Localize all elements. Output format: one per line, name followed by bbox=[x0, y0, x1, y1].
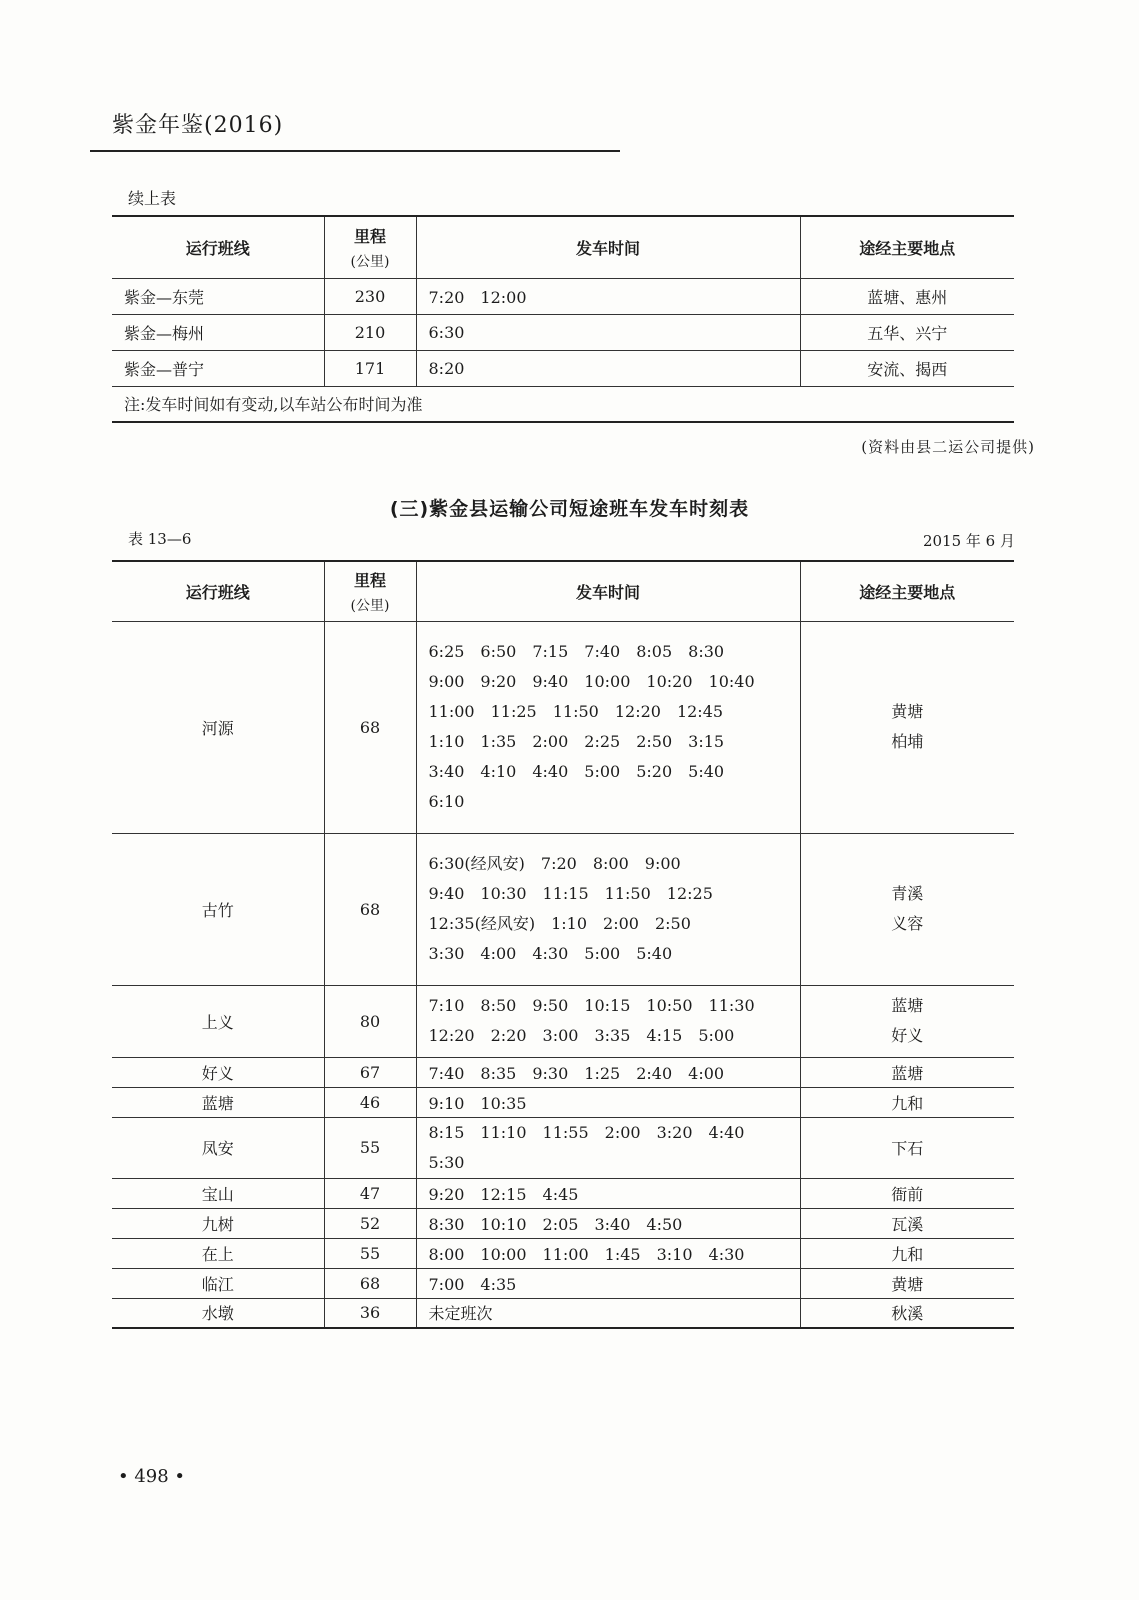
times-cell bbox=[416, 1057, 800, 1087]
via-place: 柏埔 bbox=[891, 732, 924, 751]
times-cell: 7:20 12:00 bbox=[416, 278, 800, 314]
time-line: 7:00 4:35 bbox=[428, 1274, 517, 1294]
time-line: 9:40 10:30 11:15 11:50 12:25 bbox=[428, 884, 713, 903]
table-date: 2015 年 6 月 bbox=[922, 532, 1015, 550]
via-cell bbox=[800, 1087, 1014, 1117]
times-cell bbox=[416, 621, 800, 833]
route-cell: 好义 bbox=[112, 1057, 324, 1087]
via-cell bbox=[800, 1238, 1014, 1268]
via-place: 九和 bbox=[891, 1244, 924, 1264]
times-cell bbox=[416, 833, 800, 985]
time-line: 12:35(经风安) 1:10 2:00 2:50 bbox=[428, 914, 691, 933]
times-cell bbox=[416, 1298, 800, 1328]
times-cell bbox=[416, 1117, 800, 1178]
header-departure: 发车时间 bbox=[416, 216, 800, 278]
time-line: 11:00 11:25 11:50 12:20 12:45 bbox=[428, 702, 724, 721]
via-place: 蓝塘 bbox=[891, 1063, 924, 1083]
table-row bbox=[112, 1238, 1014, 1268]
table-row bbox=[112, 278, 1014, 314]
times-cell: 6:30 bbox=[416, 314, 800, 350]
header-route: 运行班线 bbox=[112, 216, 324, 278]
times-cell bbox=[416, 1268, 800, 1298]
via-cell bbox=[800, 1178, 1014, 1208]
distance-cell: 46 bbox=[324, 1087, 416, 1117]
table-row bbox=[112, 1268, 1014, 1298]
route-cell: 河源 bbox=[112, 621, 324, 833]
header-departure: 发车时间 bbox=[416, 561, 800, 621]
time-line: 未定班次 bbox=[428, 1304, 493, 1324]
table-row bbox=[112, 350, 1014, 386]
table-continued bbox=[112, 215, 1014, 423]
time-line: 9:00 9:20 9:40 10:00 10:20 10:40 bbox=[428, 672, 755, 691]
table-row bbox=[112, 314, 1014, 350]
via-cell bbox=[800, 1117, 1014, 1178]
distance-cell: 36 bbox=[324, 1298, 416, 1328]
distance-cell: 68 bbox=[324, 833, 416, 985]
time-line: 6:25 6:50 7:15 7:40 8:05 8:30 bbox=[428, 642, 725, 661]
route-cell: 紫金—梅州 bbox=[112, 314, 324, 350]
time-line: 7:10 8:50 9:50 10:15 10:50 11:30 bbox=[428, 996, 755, 1015]
distance-cell: 230 bbox=[324, 278, 416, 314]
times-cell bbox=[416, 1178, 800, 1208]
time-line: 9:20 12:15 4:45 bbox=[428, 1184, 579, 1204]
via-place: 青溪 bbox=[891, 884, 924, 903]
route-cell: 凤安 bbox=[112, 1117, 324, 1178]
route-cell: 宝山 bbox=[112, 1178, 324, 1208]
header-distance-unit: (公里) bbox=[350, 597, 390, 614]
via-place: 黄塘 bbox=[891, 1274, 924, 1294]
via-place: 瓦溪 bbox=[891, 1214, 924, 1234]
distance-cell: 68 bbox=[324, 621, 416, 833]
via-place: 衙前 bbox=[891, 1184, 924, 1204]
distance-cell: 68 bbox=[324, 1268, 416, 1298]
via-place: 蓝塘 bbox=[891, 996, 924, 1015]
table-row bbox=[112, 985, 1014, 1057]
continued-label: 续上表 bbox=[128, 189, 177, 208]
header-via: 途经主要地点 bbox=[800, 216, 1014, 278]
distance-cell: 52 bbox=[324, 1208, 416, 1238]
via-cell bbox=[800, 1057, 1014, 1087]
via-place: 黄塘 bbox=[891, 702, 924, 721]
distance-cell: 210 bbox=[324, 314, 416, 350]
distance-cell: 55 bbox=[324, 1117, 416, 1178]
via-place: 秋溪 bbox=[891, 1304, 924, 1324]
table-row bbox=[112, 1178, 1014, 1208]
via-place: 下石 bbox=[891, 1139, 924, 1158]
header-distance-label: 里程 bbox=[353, 226, 386, 246]
header-distance bbox=[324, 561, 416, 621]
time-line: 6:10 bbox=[428, 792, 465, 811]
via-cell bbox=[800, 985, 1014, 1057]
table-row bbox=[112, 1087, 1014, 1117]
table-row bbox=[112, 1298, 1014, 1328]
distance-cell: 80 bbox=[324, 985, 416, 1057]
schedule-table bbox=[112, 560, 1014, 1329]
table-note: 注:发车时间如有变动,以车站公布时间为准 bbox=[112, 386, 1014, 422]
running-header: 紫金年鉴(2016) bbox=[112, 113, 284, 138]
time-line: 12:20 2:20 3:00 3:35 4:15 5:00 bbox=[428, 1026, 735, 1045]
time-line: 8:00 10:00 11:00 1:45 3:10 4:30 bbox=[428, 1244, 745, 1264]
times-cell bbox=[416, 1208, 800, 1238]
route-cell: 蓝塘 bbox=[112, 1087, 324, 1117]
via-cell bbox=[800, 1208, 1014, 1238]
distance-cell: 55 bbox=[324, 1238, 416, 1268]
time-line: 8:15 11:10 11:55 2:00 3:20 4:40 bbox=[428, 1122, 745, 1142]
route-cell: 水墩 bbox=[112, 1298, 324, 1328]
header-via: 途经主要地点 bbox=[800, 561, 1014, 621]
times-cell bbox=[416, 985, 800, 1057]
distance-cell: 171 bbox=[324, 350, 416, 386]
source-note: (资料由县二运公司提供) bbox=[861, 438, 1035, 456]
via-cell: 安流、揭西 bbox=[800, 350, 1014, 386]
route-cell: 紫金—普宁 bbox=[112, 350, 324, 386]
distance-cell: 67 bbox=[324, 1057, 416, 1087]
table-row bbox=[112, 1057, 1014, 1087]
header-route: 运行班线 bbox=[112, 561, 324, 621]
header-rule bbox=[90, 150, 620, 152]
time-line: 9:10 10:35 bbox=[428, 1093, 527, 1113]
page-number: • 498 • bbox=[118, 1466, 186, 1487]
via-cell bbox=[800, 833, 1014, 985]
route-cell: 紫金—东莞 bbox=[112, 278, 324, 314]
time-line: 3:40 4:10 4:40 5:00 5:20 5:40 bbox=[428, 762, 725, 781]
route-cell: 临江 bbox=[112, 1268, 324, 1298]
header-distance-label: 里程 bbox=[353, 570, 386, 590]
route-cell: 古竹 bbox=[112, 833, 324, 985]
via-cell: 五华、兴宁 bbox=[800, 314, 1014, 350]
via-cell bbox=[800, 1268, 1014, 1298]
via-cell bbox=[800, 1298, 1014, 1328]
section-title: (三)紫金县运输公司短途班车发车时刻表 bbox=[389, 498, 750, 520]
times-cell bbox=[416, 1238, 800, 1268]
via-cell bbox=[800, 621, 1014, 833]
time-line: 5:30 bbox=[428, 1152, 465, 1172]
header-distance bbox=[324, 216, 416, 278]
distance-cell: 47 bbox=[324, 1178, 416, 1208]
time-line: 6:30(经风安) 7:20 8:00 9:00 bbox=[428, 854, 681, 873]
via-place: 九和 bbox=[891, 1093, 924, 1113]
times-cell: 8:20 bbox=[416, 350, 800, 386]
route-cell: 九树 bbox=[112, 1208, 324, 1238]
via-cell: 蓝塘、惠州 bbox=[800, 278, 1014, 314]
time-line: 3:30 4:00 4:30 5:00 5:40 bbox=[428, 944, 673, 963]
via-place: 好义 bbox=[891, 1026, 924, 1045]
route-cell: 上义 bbox=[112, 985, 324, 1057]
table-row bbox=[112, 1208, 1014, 1238]
times-cell bbox=[416, 1087, 800, 1117]
via-place: 义容 bbox=[891, 914, 924, 933]
table-row bbox=[112, 621, 1014, 833]
table-row bbox=[112, 833, 1014, 985]
table-row bbox=[112, 1117, 1014, 1178]
table-label: 表 13—6 bbox=[128, 530, 192, 548]
route-cell: 在上 bbox=[112, 1238, 324, 1268]
time-line: 1:10 1:35 2:00 2:25 2:50 3:15 bbox=[428, 732, 725, 751]
time-line: 8:30 10:10 2:05 3:40 4:50 bbox=[428, 1214, 683, 1234]
table-note-row bbox=[112, 386, 1014, 422]
time-line: 7:40 8:35 9:30 1:25 2:40 4:00 bbox=[428, 1063, 725, 1083]
header-distance-unit: (公里) bbox=[350, 253, 390, 270]
schedule-table-body bbox=[112, 621, 1014, 1328]
